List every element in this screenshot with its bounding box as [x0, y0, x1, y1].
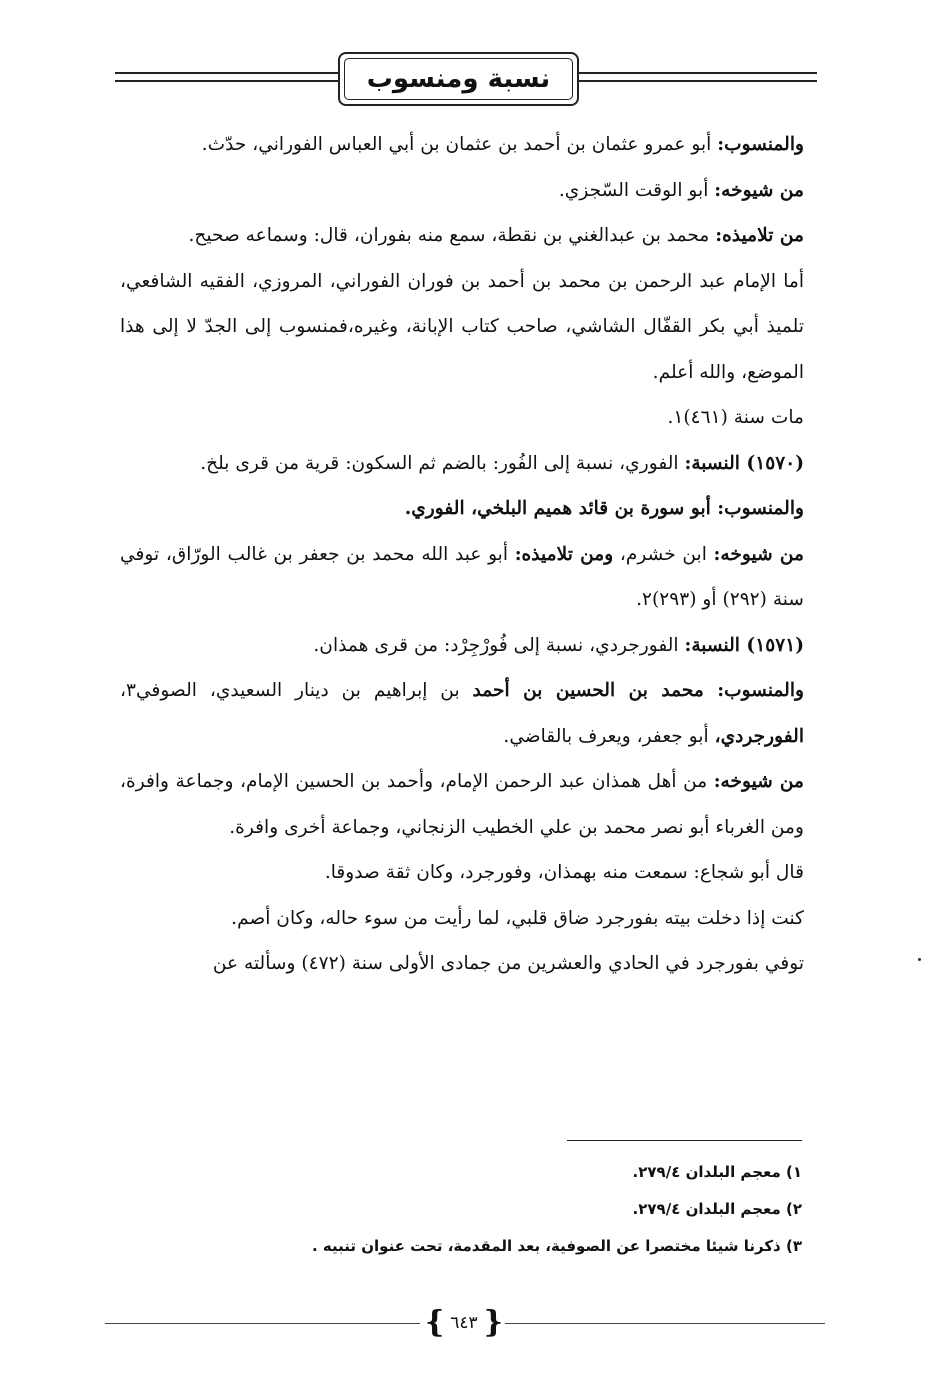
header-rule-right — [579, 80, 817, 82]
paragraph: أما الإمام عبد الرحمن بن محمد بن أحمد بن فوران الفوراني، المروزي، الفقيه الشافعي، تلميذ أبي بكر القفّال الشاشي، صاحب كتاب الإبانة، وغيره،فمنسوب إلى الجدّ لا إلى هذا الموضع، والله أعلم. — [120, 270, 804, 383]
label: النسبة: — [684, 452, 747, 474]
footer-rule-right — [505, 1323, 825, 1324]
entry-1570 — [120, 441, 804, 487]
header-rule-left — [115, 72, 340, 74]
paragraph — [120, 759, 804, 850]
text: أبو عمرو عثمان بن أحمد بن عثمان بن أبي العباس الفوراني، حدّث. — [201, 134, 718, 155]
page-number: ٦٤٣ — [450, 1313, 478, 1333]
label: النسبة: — [684, 634, 747, 656]
main-text — [120, 122, 804, 987]
text: بن إبراهيم بن دينار السعيدي، الصوفي٣، — [120, 680, 473, 701]
name-bold: محمد بن الحسين بن أحمد — [472, 680, 718, 701]
text: ابن خشرم، — [613, 543, 714, 565]
label: من شيوخه: — [713, 771, 804, 792]
label: من تلاميذه: — [715, 225, 804, 246]
label: والمنسوب: — [717, 680, 804, 701]
paragraph: كنت إذا دخلت بيته بفورجرد ضاق قلبي، لما رأيت من سوء حاله، وكان أصم. — [231, 907, 804, 929]
paragraph: توفي بفورجرد في الحادي والعشرين من جمادى الأولى سنة (٤٧٢) وسألته عن — [212, 953, 804, 974]
label: والمنسوب: — [717, 134, 804, 155]
footnote-separator — [567, 1140, 802, 1141]
text: الفوري، نسبة إلى الفُور: بالضم ثم السكون: قرية من قرى بلخ. — [200, 452, 685, 474]
page-header — [115, 50, 817, 110]
paragraph — [120, 532, 804, 623]
paragraph: مات سنة (٤٦١)١. — [667, 407, 804, 428]
text: أبو عبد الله محمد بن جعفر بن غالب الورّاق، توفي سنة (٢٩٢) أو (٢٩٣)٢. — [120, 543, 804, 610]
paragraph — [120, 122, 804, 168]
paragraph — [120, 486, 804, 532]
bracket-left-icon: { — [425, 1305, 445, 1340]
text: من أهل همذان عبد الرحمن الإمام، وأحمد بن الحسين الإمام، وجماعة وافرة، ومن الغرباء أبو نصر محمد بن علي الخطيب الزنجاني، وجماعة أخرى وافرة. — [120, 771, 804, 838]
scan-speck — [918, 958, 921, 961]
footer-rule-left — [105, 1323, 420, 1324]
label: ومن تلاميذه: — [514, 543, 614, 565]
label: والمنسوب: — [717, 498, 804, 519]
page-number-frame — [423, 1305, 505, 1341]
text: أبو الوقت السّجزي. — [558, 179, 715, 201]
footnote: ١) معجم البلدان ٢٧٩/٤. — [632, 1163, 802, 1181]
label: من شيوخه: — [714, 179, 804, 201]
entry-number: (١٥٧١) — [746, 634, 804, 656]
header-rule-right — [579, 72, 817, 74]
header-title: نسبة ومنسوب — [344, 58, 573, 100]
label: من شيوخه: — [713, 543, 805, 565]
footnote: ٣) ذكرنا شيئا مختصرا عن الصوفية، بعد المقدمة، تحت عنوان تنبيه . — [312, 1237, 802, 1255]
entry-number: (١٥٧٠) — [746, 452, 804, 474]
paragraph — [120, 168, 804, 214]
text: الفورجردي، نسبة إلى فُورْجِرْد: من قرى همذان. — [313, 634, 685, 656]
text-bold: أبو سورة بن قائد هميم البلخي، الفوري. — [404, 498, 718, 519]
footnotes — [150, 1154, 802, 1265]
page-footer — [105, 1303, 825, 1343]
entry-1571 — [120, 623, 804, 669]
text: محمد بن عبدالغني بن نقطة، سمع منه بفوران، قال: وسماعه صحيح. — [188, 225, 716, 246]
bracket-right-icon: } — [483, 1305, 503, 1340]
paragraph: قال أبو شجاع: سمعت منه بهمذان، وفورجرد، وكان ثقة صدوقا. — [324, 862, 804, 883]
header-title-frame — [338, 52, 579, 106]
paragraph — [120, 213, 804, 259]
name-bold: الفورجردي، — [714, 725, 804, 747]
paragraph — [120, 668, 804, 759]
header-rule-left — [115, 80, 340, 82]
footnote: ٢) معجم البلدان ٢٧٩/٤. — [632, 1200, 802, 1218]
text: أبو جعفر، ويعرف بالقاضي. — [503, 725, 715, 747]
